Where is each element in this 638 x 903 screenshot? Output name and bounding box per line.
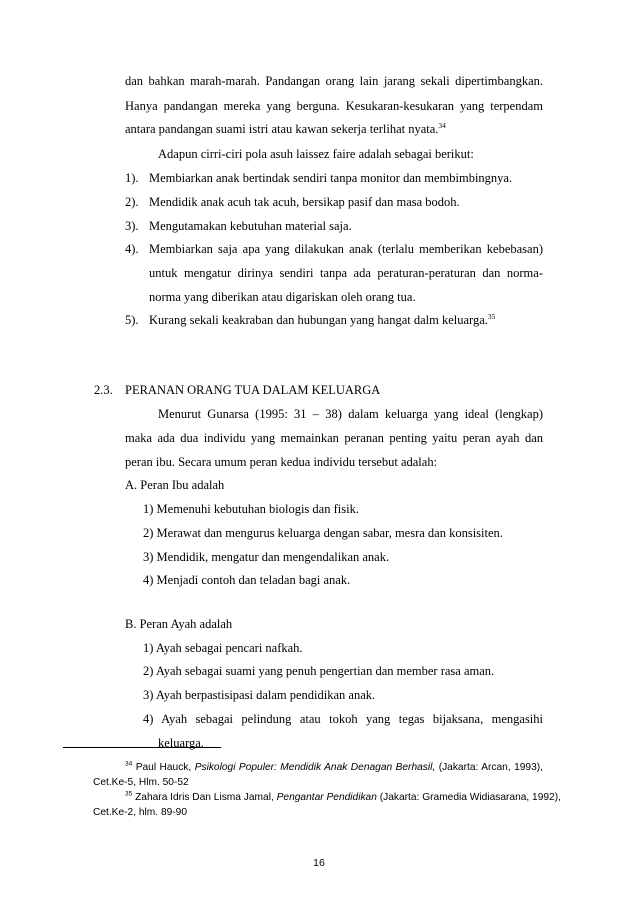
body-line-4: Adapun cirri-ciri pola asuh laissez faire adalah sebagai berikut: [158, 147, 474, 161]
ciri-text-5 [149, 312, 495, 328]
peran-ayah-item-4: 4) Ayah sebagai pelindung atau tokoh yang tegas bijaksana, mengasihi [143, 712, 543, 726]
ciri-text-4-line-2: untuk mengatur dirinya sendiri tanpa ada peraturan-peraturan dan norma- [149, 266, 543, 280]
peran-ayah-item-2: 2) Ayah sebagai suami yang penuh pengertian dan member rasa aman. [143, 664, 495, 678]
footnote-34-publisher: (Jakarta: Arcan, 1993), [438, 762, 543, 773]
ciri-text-5-body: Kurang sekali keakraban dan hubungan yang hangat dalm keluarga. [149, 313, 488, 327]
ciri-num-3: 3). [125, 219, 139, 233]
ciri-text-4-line-3: norma yang diberikan atau digariskan oleh orang tua. [149, 290, 416, 304]
footnote-35-pages: Cet.Ke-2, hlm. 89-90 [93, 807, 187, 818]
footnote-34-number: 34 [125, 760, 133, 768]
peran-ibu-item-1: 1) Memenuhi kebutuhan biologis dan fisik. [143, 502, 359, 516]
footnote-35-publisher: (Jakarta: Gramedia Widiasarana, 1992), [379, 792, 561, 803]
footnote-35-title: Pengantar Pendidikan [276, 792, 377, 803]
peran-ayah-item-1: 1) Ayah sebagai pencari nafkah. [143, 641, 303, 655]
peran-ibu-item-2: 2) Merawat dan mengurus keluarga dengan sabar, mesra dan konsisiten. [143, 526, 503, 540]
footnote-34-author: Paul Hauck, [135, 762, 192, 773]
peran-ayah-item-3: 3) Ayah berpastisipasi dalam pendidikan anak. [143, 688, 376, 702]
peran-ayah-heading: B. Peran Ayah adalah [125, 617, 233, 631]
ciri-text-3: Mengutamakan kebutuhan material saja. [149, 219, 352, 233]
section-para-line-1: Menurut Gunarsa (1995: 31 – 38) dalam keluarga yang ideal (lengkap) [158, 407, 543, 421]
page-number: 16 [313, 857, 325, 869]
footnote-separator [63, 747, 221, 748]
footnote-ref-34: 34 [438, 120, 446, 130]
body-line-3-text: antara pandangan suami istri atau kawan sekerja terlihat nyata. [125, 122, 439, 136]
ciri-num-2: 2). [125, 195, 139, 209]
section-number: 2.3. [94, 383, 113, 397]
footnote-ref-35: 35 [487, 311, 496, 321]
ciri-text-2: Mendidik anak acuh tak acuh, bersikap pasif dan masa bodoh. [149, 195, 460, 209]
footnote-34-pages: Cet.Ke-5, Hlm. 50-52 [93, 777, 189, 788]
ciri-num-5: 5). [125, 313, 139, 327]
body-line-2: Hanya pandangan mereka yang berguna. Kesukaran-kesukaran yang terpendam [125, 99, 543, 113]
peran-ibu-item-3: 3) Mendidik, mengatur dan mengendalikan anak. [143, 550, 390, 564]
body-line-3 [125, 121, 446, 137]
ciri-num-1: 1). [125, 171, 139, 185]
section-para-line-3: peran ibu. Secara umum peran kedua individu tersebut adalah: [125, 455, 438, 469]
footnote-35-number: 35 [125, 790, 133, 798]
footnote-34-line [125, 762, 543, 773]
ciri-text-4: Membiarkan saja apa yang dilakukan anak (terlalu memberikan kebebasan) [149, 242, 543, 256]
body-line-1: dan bahkan marah-marah. Pandangan orang lain jarang sekali dipertimbangkan. [125, 74, 543, 88]
peran-ibu-heading: A. Peran Ibu adalah [125, 478, 225, 492]
footnote-35 [125, 790, 561, 806]
peran-ayah-item-4-line-2: keluarga. [158, 736, 204, 750]
ciri-num-4: 4). [125, 242, 139, 256]
footnote-34-title: Psikologi Populer: Mendidik Anak Denagan Berhasil, [194, 762, 436, 773]
footnote-34 [125, 760, 543, 776]
peran-ibu-item-4: 4) Menjadi contoh dan teladan bagi anak. [143, 573, 351, 587]
section-title: PERANAN ORANG TUA DALAM KELUARGA [125, 383, 381, 397]
section-para-line-2: maka ada dua individu yang memainkan peranan penting yaitu peran ayah dan [125, 431, 543, 445]
ciri-text-1: Membiarkan anak bertindak sendiri tanpa monitor dan membimbingnya. [149, 171, 513, 185]
footnote-35-author: Zahara Idris Dan Lisma Jamal, [135, 792, 274, 803]
